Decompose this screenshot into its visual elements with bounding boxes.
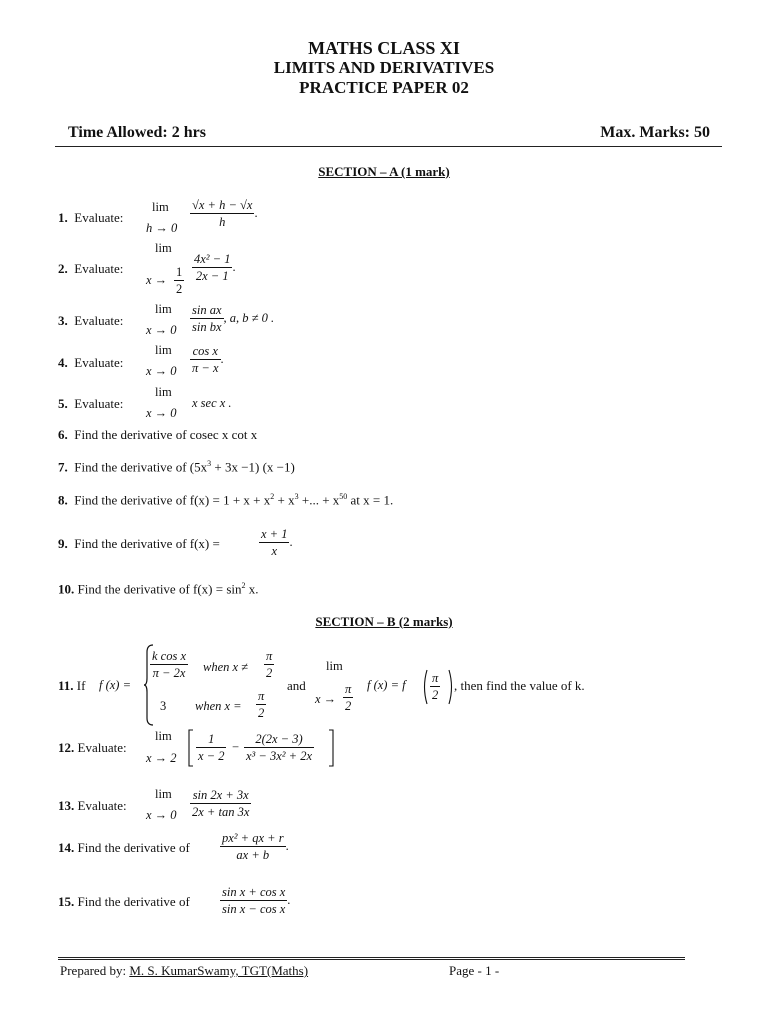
q11-limit-value: $\frac{\pi}{2}$: [345, 682, 352, 713]
q4-limit-var: x → 0: [146, 364, 177, 378]
q11-fx: f (x) =: [99, 678, 132, 692]
q11-x-to: x →: [315, 692, 337, 706]
q11-case2-value: 3: [160, 699, 167, 713]
q13-limit-var: x → 0: [146, 808, 177, 822]
question-11: 11. If: [58, 678, 86, 693]
q4-lim: lim: [155, 343, 172, 357]
paper-label: PRACTICE PAPER 02: [299, 78, 469, 97]
q12-bracket: $\frac{1}{x - 2}$ − $\frac{2(2x - 3)}{\text{x³ − 3x² + 2x}}$: [188, 728, 336, 768]
q2-fraction: $\frac{\text{4x² − 1}}{2x - 1}$ .: [194, 252, 236, 283]
question-1: 1. Evaluate:: [58, 210, 124, 225]
footer-author: M. S. KumarSwamy, TGT(Maths): [129, 963, 309, 978]
doc-title: MATHS CLASS XI: [308, 38, 460, 58]
q11-when2: when x =: [195, 699, 242, 713]
question-3: 3. Evaluate:: [58, 313, 124, 328]
q12-limit-var: x → 2: [146, 751, 177, 765]
doc-subtitle: LIMITS AND DERIVATIVES: [273, 58, 495, 77]
q3-limit-var: x → 0: [146, 323, 177, 337]
q11-tail: , then find the value of k.: [454, 678, 585, 693]
q13-lim: lim: [155, 787, 172, 801]
max-marks: Max. Marks: 50: [600, 124, 710, 141]
question-12: 12. Evaluate:: [58, 740, 127, 755]
q11-pi-over-2-b: $\frac{\pi}{2}$: [258, 689, 265, 720]
question-15: 15. Find the derivative of: [58, 894, 190, 909]
question-14: 14. Find the derivative of: [58, 840, 190, 855]
q3-lim: lim: [155, 302, 172, 316]
question-5: 5. Evaluate:: [58, 396, 124, 411]
q5-expression: x sec x .: [192, 396, 232, 410]
q14-fraction: $\frac{\text{px² + qx + r}}{ax + b}$ .: [222, 831, 289, 862]
q4-fraction: $\frac{\text{cos x}}{\pi - x}$ .: [192, 344, 224, 375]
q11-lim: lim: [326, 659, 343, 673]
q13-fraction: $\frac{\sin 2x + 3x}{2x + \tan 3x}$: [192, 788, 250, 819]
q2-limit-var: x →: [146, 273, 168, 287]
q2-limit-value: $\frac{1}{2}$: [176, 265, 183, 296]
section-a-heading: SECTION – A (1 mark): [318, 164, 450, 179]
question-7: 7. Find the derivative of $(5x^3 + 3x -1)$ (x −1): [58, 459, 295, 475]
q1-fraction: $\frac{√x + h - √x}{h}$ .: [192, 198, 258, 229]
q15-fraction: $\frac{\text{sin x + cos x}}{\text{sin x − cos x}}$ .: [222, 885, 291, 916]
q12-lim: lim: [155, 729, 172, 743]
q5-lim: lim: [155, 385, 172, 399]
question-9: 9. Find the derivative of f(x) =: [58, 536, 220, 551]
q2-lim: lim: [155, 241, 172, 255]
section-b-heading: SECTION – B (2 marks): [315, 614, 453, 629]
question-2: 2. Evaluate:: [58, 261, 124, 276]
question-6: 6. Find the derivative of cosec x cot x: [58, 427, 258, 442]
q11-pi-over-2-a: $\frac{\pi}{2}$: [266, 649, 273, 680]
q1-limit-var: h → 0: [146, 221, 178, 235]
q1-lim: lim: [152, 200, 169, 214]
header-rule: [55, 146, 722, 147]
q5-limit-var: x → 0: [146, 406, 177, 420]
question-8: 8. Find the derivative of $f(x) = 1 + x + x^2 + x^3$ +... + $x^{50}$ at x = 1.: [58, 492, 394, 508]
q11-when1: when x ≠: [203, 660, 249, 674]
footer-rule: [58, 957, 685, 960]
q3-fraction: $\frac{\text{sin ax}}{\text{sin bx}}$ , a, b ≠ 0 .: [192, 303, 275, 334]
footer-prepared: Prepared by: M. S. KumarSwamy, TGT(Maths): [60, 963, 309, 978]
question-4: 4. Evaluate:: [58, 355, 124, 370]
question-10: 10. Find the derivative of $f(x) = \sin^2 x$.: [58, 581, 259, 597]
q9-fraction: $\frac{x + 1}{x}$ .: [261, 527, 293, 558]
q11-case1-fraction: $\frac{\text{k cos x}}{\pi - 2x}$: [152, 649, 187, 680]
q11-and: and: [287, 678, 306, 693]
time-allowed: Time Allowed: 2 hrs: [68, 124, 206, 141]
q11-f-eq: f (x) = f: [367, 678, 406, 692]
question-13: 13. Evaluate:: [58, 798, 127, 813]
footer-page-number: Page - 1 -: [449, 963, 500, 978]
